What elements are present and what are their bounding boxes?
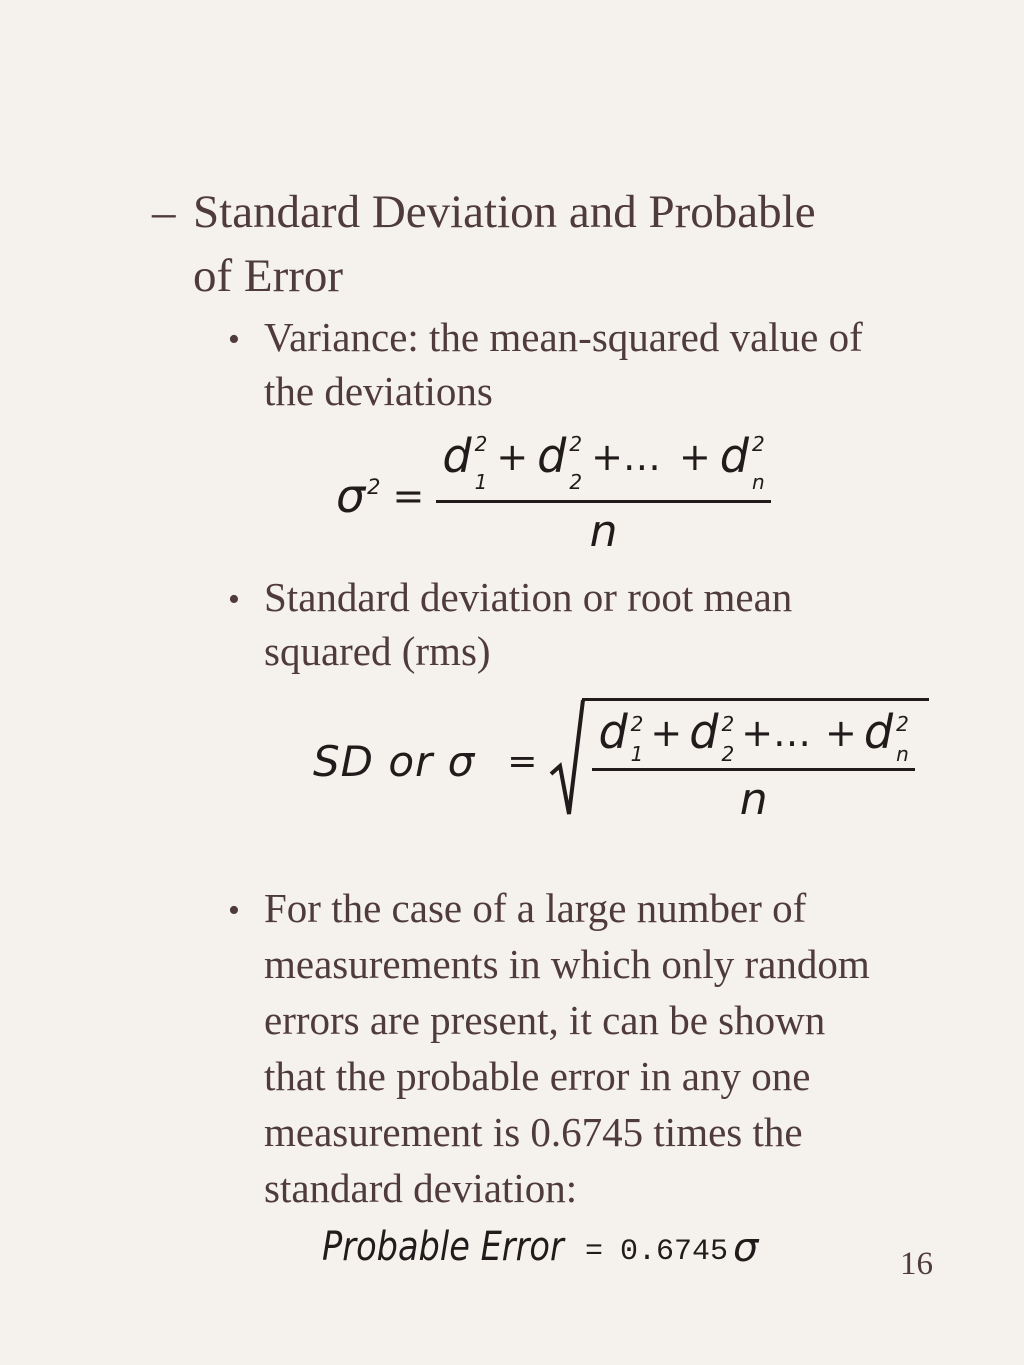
sigma-symbol: σ <box>336 468 366 523</box>
sigma-symbol: σ <box>733 1225 759 1271</box>
bullet-marker: • <box>228 581 240 618</box>
d-base: d <box>719 429 749 483</box>
plus-operator: + <box>496 435 529 479</box>
denominator: n <box>589 506 618 557</box>
sup-sub <box>752 434 765 492</box>
subscript: n <box>896 742 909 766</box>
plus-operator: + <box>678 435 711 479</box>
radicand <box>582 698 928 825</box>
variance-formula <box>336 429 771 557</box>
slide-title <box>152 180 816 308</box>
bullet-item-standard-deviation <box>228 570 792 678</box>
superscript: 2 <box>896 712 909 736</box>
subscript: n <box>751 470 765 494</box>
superscript: 2 <box>630 712 644 736</box>
d-term-n <box>863 705 909 766</box>
d-base: d <box>689 705 719 759</box>
denominator: n <box>739 774 768 825</box>
bullet-line: For the case of a large number of <box>264 885 807 931</box>
bullet-line: standard deviation: <box>264 1165 578 1211</box>
title-text <box>193 180 816 308</box>
bullet-line: that the probable error in any one <box>264 1053 811 1099</box>
probable-error-label: Probable Error <box>322 1224 564 1270</box>
sigma-squared <box>336 469 381 523</box>
d-term-2 <box>537 429 583 494</box>
superscript: 2 <box>474 432 488 456</box>
superscript: 2 <box>751 432 765 456</box>
title-line-2: of Error <box>193 250 344 302</box>
radical-sign <box>549 698 585 820</box>
d-base: d <box>863 705 894 759</box>
sup-sub <box>475 434 488 492</box>
sd-label: SD or σ <box>313 737 476 786</box>
subscript: 1 <box>474 470 488 494</box>
bullet-line: measurement is 0.6745 times the <box>264 1109 803 1155</box>
d-base: d <box>537 429 567 483</box>
sup-sub <box>721 714 734 764</box>
bullet-line: Standard deviation or root mean <box>264 574 793 620</box>
numerator <box>592 705 914 771</box>
bullet-marker: • <box>228 892 240 929</box>
sup-sub <box>569 434 582 492</box>
plus-ellipsis-operator: +… <box>741 711 812 755</box>
title-line-1: Standard Deviation and Probable <box>193 186 816 238</box>
page-number: 16 <box>900 1246 933 1282</box>
d-base: d <box>442 429 472 483</box>
d-term-1 <box>598 705 644 766</box>
d-term-2 <box>689 705 735 766</box>
subscript: 2 <box>569 470 583 494</box>
bullet-text <box>264 310 863 418</box>
probable-error-formula <box>0 1222 1024 1292</box>
sd-formula <box>313 698 929 825</box>
fraction <box>436 429 770 557</box>
bullet-line: measurements in which only random <box>264 941 870 987</box>
bullet-line: the deviations <box>264 368 493 414</box>
subscript: 1 <box>630 742 644 766</box>
plus-operator: + <box>825 711 857 755</box>
bullet-marker: • <box>228 321 240 358</box>
bullet-line: Variance: the mean-squared value of <box>264 314 863 360</box>
equals-sign: = <box>507 741 538 782</box>
fraction <box>592 705 914 825</box>
bullet-item-probable-error <box>228 880 870 1216</box>
d-base: d <box>598 705 628 759</box>
radical <box>549 698 928 825</box>
bullet-item-variance <box>228 310 863 418</box>
bullet-text <box>264 570 792 678</box>
bullet-line: errors are present, it can be shown <box>264 997 826 1043</box>
superscript: 2 <box>721 712 735 736</box>
numerator <box>436 429 770 503</box>
coefficient: 0.6745 <box>620 1235 729 1269</box>
plus-operator: + <box>650 711 683 755</box>
plus-ellipsis-operator: +… <box>591 435 661 479</box>
sup-sub <box>631 714 644 764</box>
superscript: 2 <box>569 432 583 456</box>
d-term-1 <box>442 429 488 494</box>
bullet-text <box>264 880 870 1216</box>
title-dash-marker: – <box>152 186 176 238</box>
equals-sign: = <box>585 1235 604 1269</box>
bullet-line: squared (rms) <box>264 628 491 674</box>
d-term-n <box>719 429 765 494</box>
equals-sign: = <box>392 473 425 518</box>
subscript: 2 <box>721 742 735 766</box>
superscript: 2 <box>367 474 381 499</box>
sup-sub <box>896 714 909 764</box>
